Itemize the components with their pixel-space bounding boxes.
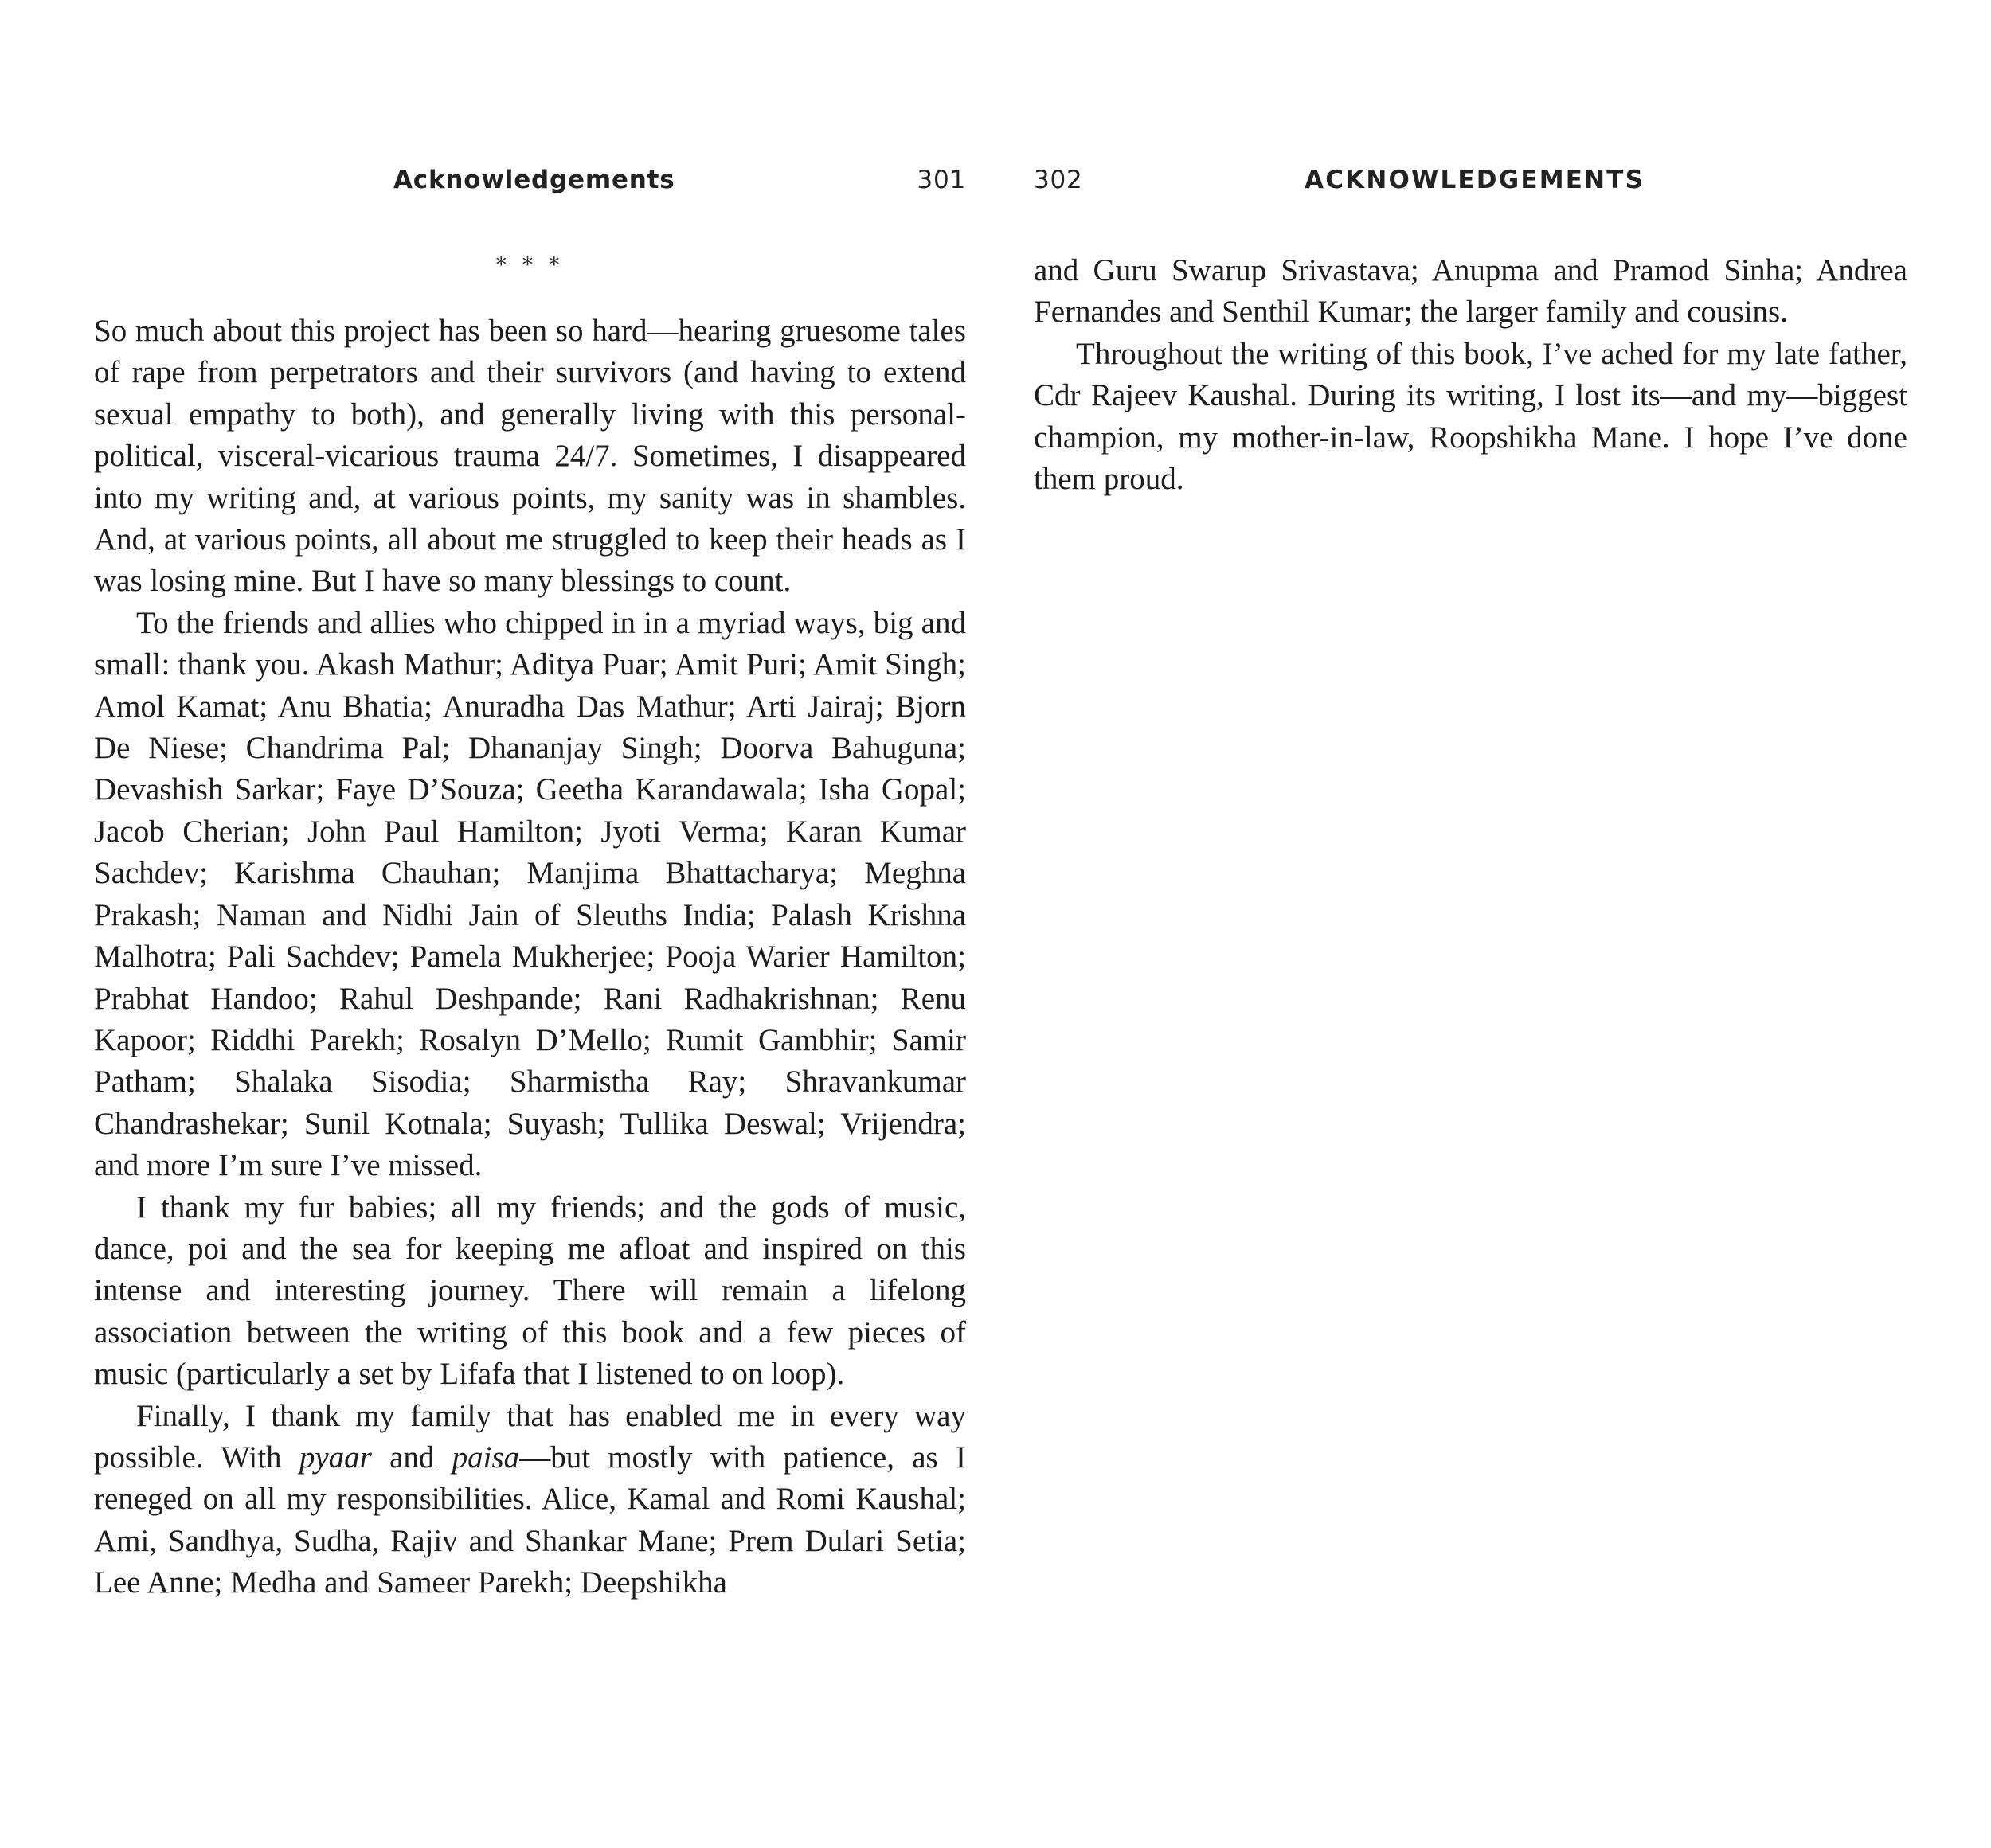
right-running-head-title: ACKNOWLEDGEMENTS: [1305, 166, 1645, 194]
right-running-head: [1034, 164, 1907, 196]
paragraph-closing: Throughout the writing of this book, I’ve ached for my late father, Cdr Rajeev Kaushal. During its writing, I lost its—and my—biggest champion, my mother-in-law, Roopshikha Mane. I hope I’ve done them proud.: [1034, 336, 1907, 497]
family-text-part-3: —but mostly with patience, as I reneged on all my responsibilities. Alice, Kamal and Romi Kaushal; Ami, Sandhya, Sudha, Rajiv and Shankar Mane; Prem Dulari Setia; Lee Anne; Medha and Sameer Parekh; Deepshikha: [94, 1440, 966, 1600]
family-text-part-2: and: [371, 1440, 452, 1475]
paragraph-friends: To the friends and allies who chipped in in a myriad ways, big and small: thank you. Akash Mathur; Aditya Puar; Amit Puri; Amit Singh; Amol Kamat; Anu Bhatia; Anuradha Das Mathur; Arti Jairaj; Bjorn De Niese; Chandrima Pal; Dhananjay Singh; Doorva Bahuguna; Devashish Sarkar; Faye D’Souza; Geetha Karandawala; Isha Gopal; Jacob Cherian; John Paul Hamilton; Jyoti Verma; Karan Kumar Sachdev; Karishma Chauhan; Manjima Bhattacharya; Meghna Prakash; Naman and Nidhi Jain of Sleuths India; Palash Krishna Malhotra; Pali Sachdev; Pamela Mukherjee; Pooja Warier Hamilton; Prabhat Handoo; Rahul Deshpande; Rani Radhakrishnan; Renu Kapoor; Riddhi Parekh; Rosalyn D’Mello; Rumit Gambhir; Samir Patham; Shalaka Sisodia; Sharmistha Ray; Shravankumar Chandrashekar; Sunil Kotnala; Suyash; Tullika Deswal; Vrijendra; and more I’m sure I’ve missed.: [94, 605, 966, 1183]
italic-word-paisa: paisa: [452, 1440, 520, 1475]
paragraph-continuation: and Guru Swarup Srivastava; Anupma and Pramod Sinha; Andrea Fernandes and Senthil Kumar; the larger family and cousins.: [1034, 253, 1907, 330]
section-break-ornament: * * *: [495, 253, 565, 277]
italic-word-pyaar: pyaar: [299, 1440, 372, 1475]
right-page-number: 302: [1034, 166, 1083, 194]
left-page-body: [94, 311, 966, 1604]
family-text-part-1: Finally, I thank my family that has enabled me in every way possible. With: [94, 1398, 966, 1475]
left-page-number: 301: [917, 166, 966, 194]
paragraph-family: [94, 1396, 966, 1604]
right-page-body: [1034, 250, 1907, 500]
left-running-head: [94, 164, 966, 196]
left-running-head-title: Acknowledgements: [393, 166, 675, 194]
paragraph-music: I thank my fur babies; all my friends; and the gods of music, dance, poi and the sea for keeping me afloat and inspired on this intense and interesting journey. There will remain a lifelong association between the writing of this book and a few pieces of music (particularly a set by Lifafa that I listened to on loop).: [94, 1190, 966, 1392]
paragraph-opening: So much about this project has been so hard—hearing gruesome tales of rape from perpetrators and their survivors (and having to extend sexual empathy to both), and generally living with this personal-political, visceral-vicarious trauma 24/7. Sometimes, I disappeared into my writing and, at various points, my sanity was in shambles. And, at various points, all about me struggled to keep their heads as I was losing mine. But I have so many blessings to count.: [94, 314, 966, 599]
